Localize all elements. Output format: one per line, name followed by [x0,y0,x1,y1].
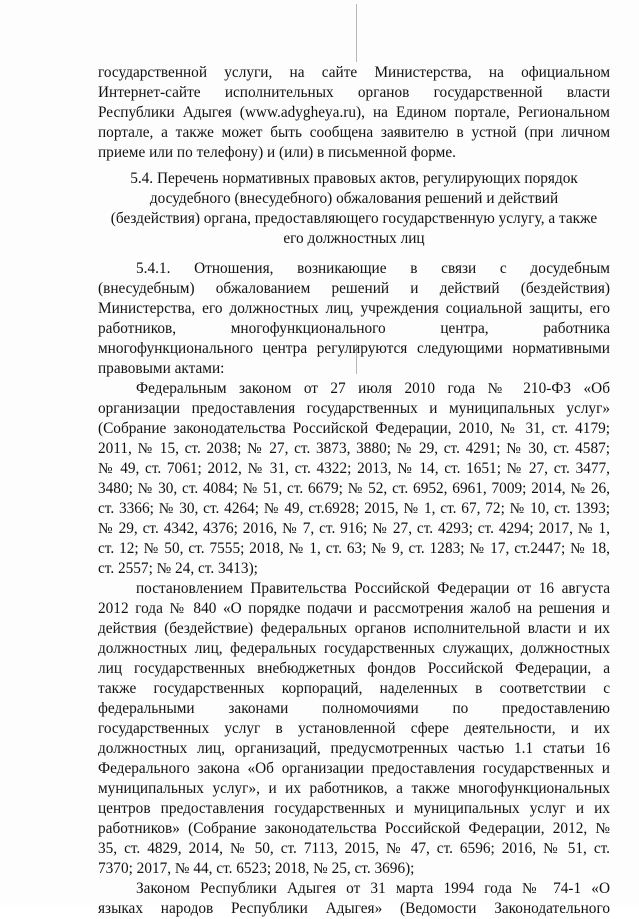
body-line: № 29, ст. 4342, 4376; 2016, № 7, ст. 916; № 27, ст. 4293; ст. 4294; 2017, № 1, [98,520,610,537]
body-line: государственных услуг в установленной сфере деятельности, и их [98,720,610,737]
body-line: Федерального закона «Об организации предоставления государственных и [98,760,610,777]
body-line: 3480; № 30, ст. 4084; № 51, ст. 6679; № 52, ст. 6952, 6961, 7009; 2014, № 26, [98,480,610,497]
intro-line: портале, а также может быть сообщена заявителю в устной (при личном [98,124,610,141]
body-line: должностных лиц, организаций, предусмотренных частью 1.1 статьи 16 [98,740,610,757]
section-title-line: 5.4. Перечень нормативных правовых актов, регулирующих порядок [130,170,578,187]
body-line: 5.4.1. Отношения, возникающие в связи с досудебным [136,260,610,277]
body-line: языках народов Республики Адыгея» (Ведомости Законодательного [98,900,610,917]
intro-line: Интернет-сайте исполнительных органов государственной власти [98,84,610,101]
body-line: (внесудебным) обжалованием решений и действий (бездействия) [98,280,610,297]
body-line: Министерства, его должностных лиц, учреждения социальной защиты, его [98,300,610,317]
body-line: также государственных корпораций, наделенных в соответствии с [98,680,610,697]
body-line: центров предоставления государственных и муниципальных услуг и их [98,800,610,817]
body-line: Федеральным законом от 27 июля 2010 года № 210-ФЗ «Об [136,380,610,397]
body-line: организации предоставления государственных и муниципальных услуг» [98,400,610,417]
body-line: действия (бездействие) федеральных органов исполнительной власти и их [98,620,610,637]
scan-artifact-line [356,4,357,62]
body-line: федеральными законами полномочиями по предоставлению [98,700,610,717]
body-line: ст. 12; № 50, ст. 7555; 2018, № 1, ст. 63; № 9, ст. 1283; № 17, ст.2447; № 18, [98,540,610,557]
body-line: 2012 года № 840 «О порядке подачи и рассмотрения жалоб на решения и [98,600,610,617]
body-line: правовыми актами: [98,360,225,377]
section-title-line: (бездействия) органа, предоставляющего государственную услугу, а также [110,210,598,227]
body-line: 35, ст. 4829, 2014, № 50, ст. 7113, 2015, № 47, ст. 6596; 2016, № 51, ст. [98,840,610,857]
body-line: ст. 3366; № 30, ст. 4264; № 49, ст.6928; 2015, № 1, ст. 67, 72; № 10, ст. 1393; [98,500,610,517]
body-line: 7370; 2017, № 44, ст. 6523; 2018, № 25, ст. 3696); [98,860,415,877]
body-line: (Собрание законодательства Российской Федерации, 2010, № 31, ст. 4179; [98,420,610,437]
section-title-line: его должностных лиц [283,230,425,247]
body-line: ст. 2557; № 24, ст. 3413); [98,560,258,577]
body-line: постановлением Правительства Российской Федерации от 16 августа [136,580,610,597]
body-line: № 49, ст. 7061; 2012, № 31, ст. 4322; 2013, № 14, ст. 1651; № 27, ст. 3477, [98,460,610,477]
body-line: должностных лиц, федеральных государственных служащих, должностных [98,640,610,657]
body-line: лиц государственных внебюджетных фондов Российской Федерации, а [98,660,610,677]
body-line: муниципальных услуг», и их работников, а также многофункциональных [98,780,610,797]
body-line: многофункционального центра регулируются следующими нормативными [98,340,610,357]
intro-line: государственной услуги, на сайте Министерства, на официальном [98,64,610,81]
body-line: Законом Республики Адыгея от 31 марта 1994 года № 74-1 «О [136,880,610,897]
section-title-line: досудебного (внесудебного) обжалования решений и действий [149,190,559,207]
body-line: работников, многофункционального центра, работника [98,320,610,337]
body-line: работников» (Собрание законодательства Российской Федерации, 2012, № [98,820,610,837]
intro-line: приеме или по телефону) и (или) в письменной форме. [98,144,456,161]
intro-line: Республики Адыгея (www.adygheya.ru), на Едином портале, Региональном [98,104,610,121]
body-line: 2011, № 15, ст. 2038; № 27, ст. 3873, 3880; № 29, ст. 4291; № 30, ст. 4587; [98,440,610,457]
